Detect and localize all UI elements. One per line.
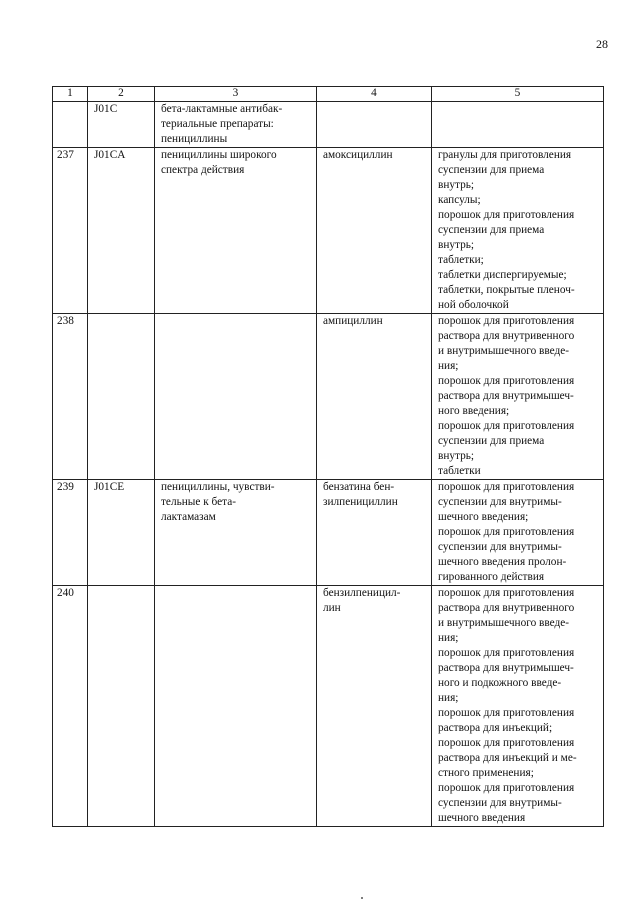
drug-name <box>317 102 432 148</box>
column-number: 1 <box>53 87 88 102</box>
pharmacological-group: бета-лактамные антибак- териальные препараты: пенициллины <box>155 102 317 148</box>
pharmacological-group <box>155 586 317 827</box>
page-number: 28 <box>596 37 608 51</box>
atc-code: J01CA <box>88 148 155 314</box>
row-number: 240 <box>53 586 88 827</box>
row-number: 238 <box>53 314 88 480</box>
pharmacological-group: пенициллины широкого спектра действия <box>155 148 317 314</box>
dosage-forms: порошок для приготовления суспензии для внутримы- шечного введения; порошок для приготовления суспензии для внутримы- шечного введения пролон- гированного действия <box>432 480 604 586</box>
drug-name: амоксициллин <box>317 148 432 314</box>
drug-name: бензилпеницил- лин <box>317 586 432 827</box>
drug-name: ампициллин <box>317 314 432 480</box>
pharmacological-group <box>155 314 317 480</box>
column-number: 2 <box>88 87 155 102</box>
atc-code <box>88 586 155 827</box>
table-row <box>53 102 604 148</box>
row-number: 239 <box>53 480 88 586</box>
dosage-forms: гранулы для приготовления суспензии для приема внутрь; капсулы; порошок для приготовления суспензии для приема внутрь; таблетки; таблетки диспергируемые; таблетки, покрытые пленоч- ной оболочкой <box>432 148 604 314</box>
column-number: 3 <box>155 87 317 102</box>
drug-name: бензатина бен- зилпенициллин <box>317 480 432 586</box>
scan-speck <box>361 897 363 899</box>
table-row <box>53 314 604 480</box>
column-number: 5 <box>432 87 604 102</box>
row-number: 237 <box>53 148 88 314</box>
row-number <box>53 102 88 148</box>
dosage-forms: порошок для приготовления раствора для внутривенного и внутримышечного введе- ния; порошок для приготовления раствора для внутримышеч- ного введения; порошок для приготовления суспензии для приема внутрь; таблетки <box>432 314 604 480</box>
pharmacological-group: пенициллины, чувстви- тельные к бета- лактамазам <box>155 480 317 586</box>
medication-table <box>52 86 604 827</box>
column-number-row <box>53 87 604 102</box>
dosage-forms: порошок для приготовления раствора для внутривенного и внутримышечного введе- ния; порошок для приготовления раствора для внутримышеч- ного и подкожного введе- ния; порошок для приготовления раствора для инъекций; порошок для приготовления раствора для инъекций и ме- стного применения; порошок для приготовления суспензии для внутримы- шечного введения <box>432 586 604 827</box>
table-row <box>53 148 604 314</box>
atc-code: J01C <box>88 102 155 148</box>
column-number: 4 <box>317 87 432 102</box>
atc-code: J01CE <box>88 480 155 586</box>
dosage-forms <box>432 102 604 148</box>
table-row <box>53 480 604 586</box>
table-row <box>53 586 604 827</box>
atc-code <box>88 314 155 480</box>
